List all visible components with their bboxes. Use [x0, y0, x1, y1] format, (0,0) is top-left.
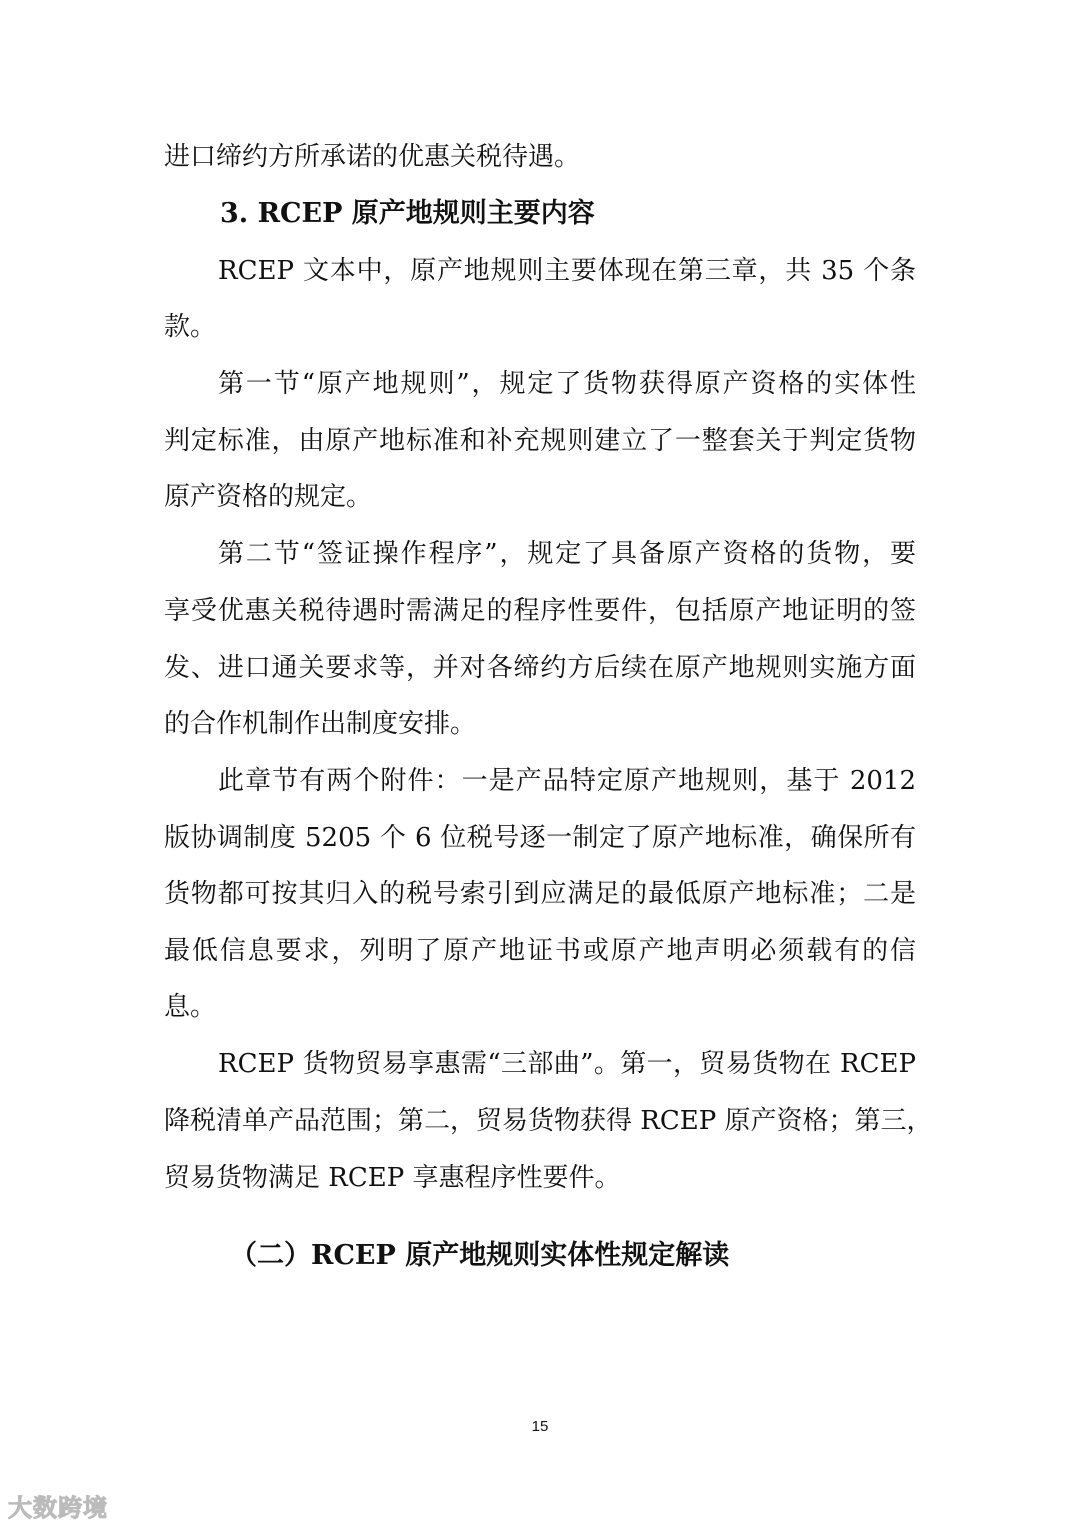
subsection-heading: （二）RCEP 原产地规则实体性规定解读	[230, 1240, 730, 1271]
paragraph-line: 降税清单产品范围；第二，贸易货物获得 RCEP 原产资格；第三，	[164, 1106, 933, 1136]
paragraph-line: 此章节有两个附件：一是产品特定原产地规则，基于 2012	[218, 766, 916, 796]
paragraph-line: 第一节“原产地规则”，规定了货物获得原产资格的实体性	[218, 369, 916, 399]
paragraph-line: 发、进口通关要求等，并对各缔约方后续在原产地规则实施方面	[164, 653, 916, 683]
paragraph-line: RCEP 文本中，原产地规则主要体现在第三章，共 35 个条	[218, 256, 916, 286]
paragraph-line: 原产资格的规定。	[164, 482, 373, 512]
paragraph-line: RCEP 货物贸易享惠需“三部曲”。第一，贸易货物在 RCEP	[218, 1049, 916, 1079]
page-number: 15	[531, 1418, 549, 1435]
paragraph-line: 进口缔约方所承诺的优惠关税待遇。	[164, 142, 581, 172]
paragraph-line: 的合作机制作出制度安排。	[164, 709, 477, 739]
paragraph-line: 息。	[164, 992, 217, 1022]
paragraph-line: 贸易货物满足 RCEP 享惠程序性要件。	[164, 1163, 621, 1193]
paragraph-line: 第二节“签证操作程序”，规定了具备原产资格的货物，要	[218, 539, 916, 569]
paragraph-line: 版协调制度 5205 个 6 位税号逐一制定了原产地标准，确保所有	[164, 823, 916, 853]
paragraph-line: 款。	[164, 312, 217, 342]
watermark-logo: 大数跨境	[8, 1494, 108, 1522]
paragraph-line: 判定标准，由原产地标准和补充规则建立了一整套关于判定货物	[164, 426, 916, 456]
paragraph-line: 享受优惠关税待遇时需满足的程序性要件，包括原产地证明的签	[164, 596, 916, 626]
paragraph-line: 货物都可按其归入的税号索引到应满足的最低原产地标准；二是	[164, 879, 916, 909]
section-heading: 3. RCEP 原产地规则主要内容	[220, 198, 595, 229]
paragraph-line: 最低信息要求，列明了原产地证书或原产地声明必须载有的信	[164, 936, 916, 966]
